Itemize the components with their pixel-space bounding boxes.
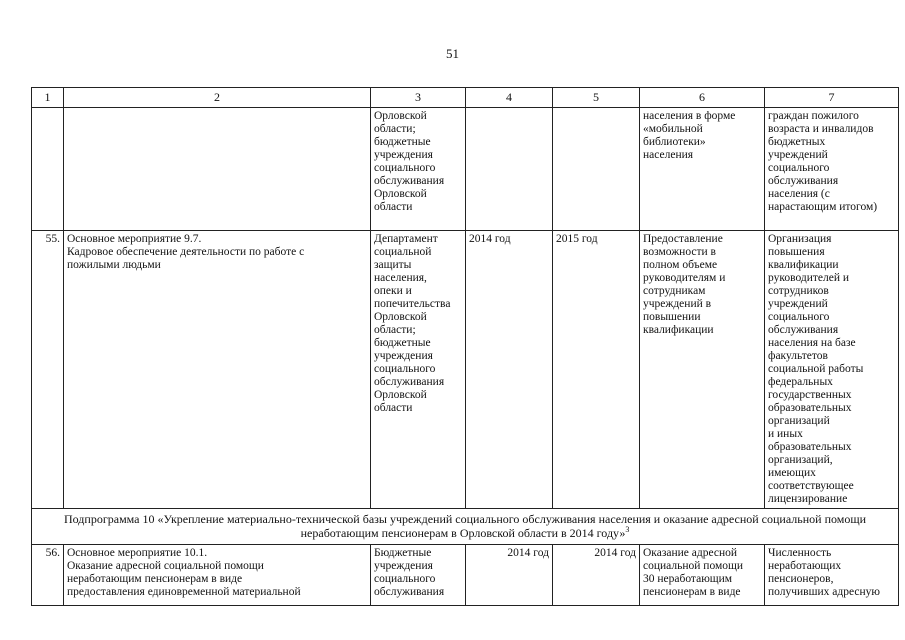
table-row-continuation (32, 108, 899, 231)
row-number-cell: 55. (32, 231, 64, 509)
expected-result-cell: населения в форме «мобильной библиотеки» населения (640, 108, 765, 231)
start-date-cell: 2014 год (466, 545, 553, 606)
subprogram-heading (32, 509, 899, 545)
subprogram-text: Подпрограмма 10 «Укрепление материально-технической базы учреждений социального обслуживания населения и оказание адресной социальной помощи неработающим пенсионерам в Орловской области в 2014 году» (63, 512, 867, 540)
activity-name-cell (64, 108, 371, 231)
column-header-4: 4 (466, 88, 553, 108)
start-date-cell (466, 108, 553, 231)
subprogram-row (32, 509, 899, 545)
column-header-3: 3 (371, 88, 466, 108)
expected-result-cell: Оказание адресной социальной помощи 30 неработающим пенсионерам в виде (640, 545, 765, 606)
column-header-5: 5 (553, 88, 640, 108)
page-number: 51 (446, 46, 459, 61)
column-header-1: 1 (32, 88, 64, 108)
indicator-cell: Организация повышения квалификации руководителей и сотрудников учреждений социального обслуживания населения на базе факультетов социальной работы федеральных государственных образовательных организаций и иных образовательных организаций, имеющих соответствующее лицензирование (765, 231, 899, 509)
start-date-cell: 2014 год (466, 231, 553, 509)
indicator-cell: граждан пожилого возраста и инвалидов бюджетных учреждений социального обслуживания населения (с нарастающим итогом) (765, 108, 899, 231)
end-date-cell: 2014 год (553, 545, 640, 606)
expected-result-cell: Предоставление возможности в полном объеме руководителям и сотрудникам учреждений в повышении квалификации (640, 231, 765, 509)
indicator-cell: Численность неработающих пенсионеров, получивших адресную (765, 545, 899, 606)
row-number-cell (32, 108, 64, 231)
activity-name-cell: Основное мероприятие 9.7. Кадровое обеспечение деятельности по работе с пожилыми людьми (64, 231, 371, 509)
column-header-7: 7 (765, 88, 899, 108)
table-header-row (32, 88, 899, 108)
table-row-56 (32, 545, 899, 606)
column-header-6: 6 (640, 88, 765, 108)
footnote-mark: 3 (625, 525, 630, 534)
executor-cell: Орловской области; бюджетные учреждения социального обслуживания Орловской области (371, 108, 466, 231)
table-row-55 (32, 231, 899, 509)
row-number-cell: 56. (32, 545, 64, 606)
executor-cell: Департамент социальной защиты населения, опеки и попечительства Орловской области; бюджетные учреждения социального обслуживания Орловской области (371, 231, 466, 509)
activities-table (31, 87, 899, 606)
end-date-cell (553, 108, 640, 231)
column-header-2: 2 (64, 88, 371, 108)
executor-cell: Бюджетные учреждения социального обслуживания (371, 545, 466, 606)
activity-name-cell: Основное мероприятие 10.1. Оказание адресной социальной помощи неработающим пенсионерам в виде предоставления единовременной материальной (64, 545, 371, 606)
end-date-cell: 2015 год (553, 231, 640, 509)
